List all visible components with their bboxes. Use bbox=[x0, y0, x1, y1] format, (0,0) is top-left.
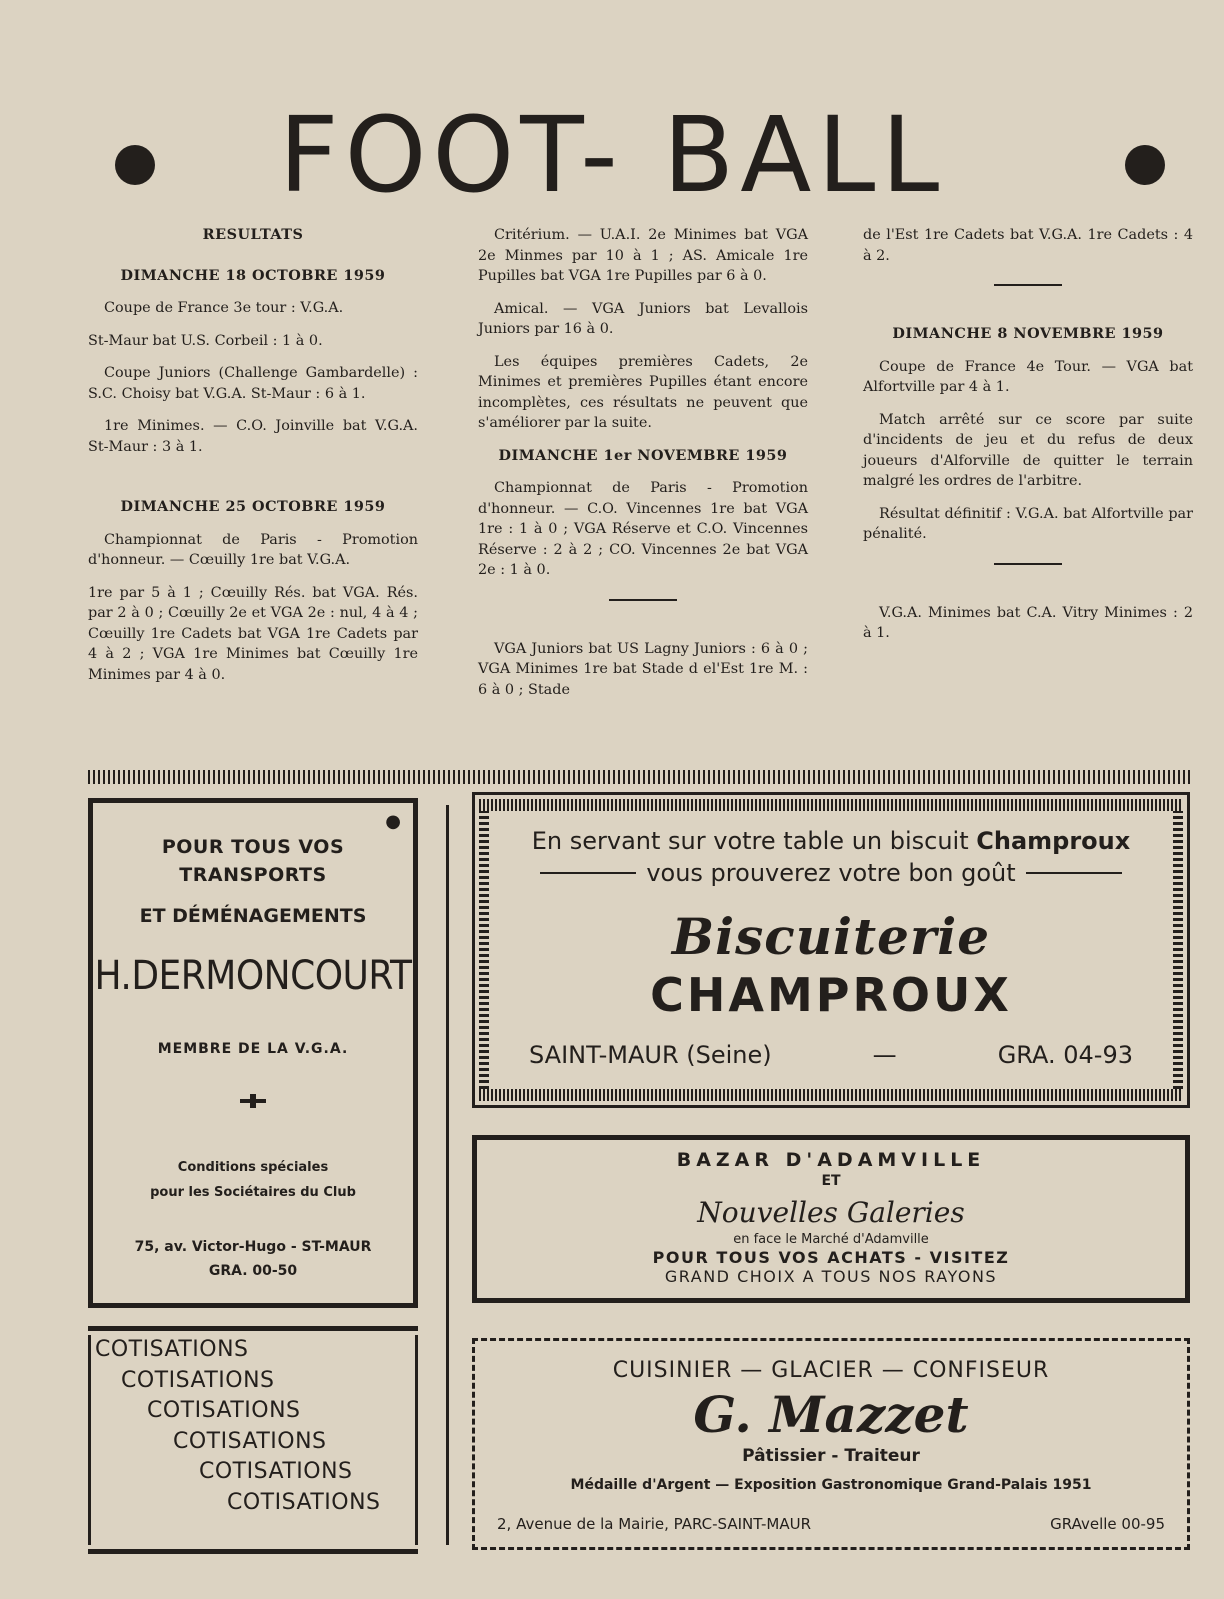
address bbox=[93, 1235, 413, 1283]
paragraph: Coupe de France 3e tour : V.G.A. bbox=[104, 300, 344, 316]
ad-cotisations bbox=[88, 1335, 418, 1545]
script-title: Biscuiterie bbox=[671, 907, 991, 966]
phone: GRA. 00-50 bbox=[208, 1263, 298, 1279]
date-heading: DIMANCHE 25 OCTOBRE 1959 bbox=[120, 498, 386, 515]
paragraph: 1re par 5 à 1 ; Cœuilly Rés. bat VGA. Rés. par 2 à 0 ; Cœuilly 2e et VGA 2e : nul, 4 à 4 ; Cœuilly 1re Cadets bat VGA 1re Cadets par 4 à 2 ; VGA 1re Minimes bat Cœuilly 1re Minimes par 4 à 0. bbox=[88, 584, 418, 683]
vertical-divider bbox=[446, 805, 449, 1545]
paragraph: 1re Minimes. — C.O. Joinville bat V.G.A. St-Maur : 3 à 1. bbox=[88, 418, 418, 455]
paragraph: Championnat de Paris - Promotion d'honneur. — Cœuilly 1re bat V.G.A. bbox=[88, 531, 418, 568]
ad-line: POUR TOUS VOS TRANSPORTS bbox=[161, 836, 345, 886]
ad-line: CUISINIER — GLACIER — CONFISEUR bbox=[612, 1358, 1050, 1383]
conditions bbox=[93, 1155, 413, 1205]
cotisation-line: COTISATIONS bbox=[199, 1459, 353, 1484]
phone: GRA. 04-93 bbox=[997, 1041, 1133, 1069]
paragraph: VGA Juniors bat US Lagny Juniors : 6 à 0 ; VGA Minimes 1re bat Stade d el'Est 1re M. : 6 à 0 ; Stade bbox=[478, 640, 808, 698]
divider bbox=[994, 563, 1062, 565]
brand-name: CHAMPROUX bbox=[650, 968, 1012, 1022]
paragraph: de l'Est 1re Cadets bat V.G.A. 1re Cadets : 4 à 2. bbox=[863, 227, 1193, 264]
ad-line: 75, av. Victor-Hugo - ST-MAUR bbox=[134, 1239, 372, 1255]
paragraph: Championnat de Paris - Promotion d'honneur. — C.O. Vincennes 1re bat VGA 1re : 1 à 0 ; VGA Réserve et C.O. Vincennes Réserve : 2 à 2 ; CO. Vincennes 2e bat VGA 2e : 1 à 0. bbox=[478, 480, 808, 578]
ad-mazzet bbox=[472, 1338, 1190, 1550]
emblem-icon: ● bbox=[385, 811, 401, 832]
ad-line: Conditions spéciales bbox=[177, 1160, 329, 1175]
city: SAINT-MAUR (Seine) bbox=[529, 1041, 772, 1069]
ad-bazar bbox=[472, 1135, 1190, 1303]
cotisation-line: COTISATIONS bbox=[121, 1367, 275, 1393]
ornament-icon bbox=[240, 1099, 266, 1103]
ad-line bbox=[475, 825, 1187, 857]
ad-line bbox=[475, 857, 1187, 889]
bullet-right-icon bbox=[1125, 145, 1165, 185]
script-title: Nouvelles Galeries bbox=[697, 1196, 965, 1229]
address: 2, Avenue de la Mairie, PARC-SAINT-MAUR bbox=[497, 1515, 812, 1533]
paragraph: Match arrêté sur ce score par suite d'incidents de jeu et du refus de deux joueurs d'Alforville de quitter le terrain malgré les ordres de l'arbitre. bbox=[863, 411, 1193, 489]
article-column-2 bbox=[478, 225, 808, 712]
ad-line: Pâtissier - Traiteur bbox=[742, 1446, 920, 1466]
paragraph: V.G.A. Minimes bat C.A. Vitry Minimes : 2 à 1. bbox=[863, 604, 1193, 641]
section-heading: RESULTATS bbox=[202, 226, 304, 243]
phone: GRAvelle 00-95 bbox=[1050, 1515, 1165, 1533]
ad-line: en face le Marché d'Adamville bbox=[733, 1232, 929, 1247]
ad-line: pour les Sociétaires du Club bbox=[150, 1185, 356, 1200]
ad-text: En servant sur votre table un biscuit bbox=[531, 827, 977, 855]
cotisation-line: COTISATIONS bbox=[95, 1337, 249, 1362]
article-column-1 bbox=[88, 225, 418, 697]
script-title: G. Mazzet bbox=[693, 1385, 969, 1444]
cotisation-line: COTISATIONS bbox=[147, 1398, 301, 1423]
ad-line: BAZAR D'ADAMVILLE bbox=[676, 1149, 986, 1171]
article-column-3 bbox=[863, 225, 1193, 656]
company-name: H.DERMONCOURT bbox=[94, 953, 412, 999]
paragraph: Résultat définitif : V.G.A. bat Alfortville par pénalité. bbox=[863, 505, 1193, 542]
divider bbox=[609, 599, 677, 601]
brand-inline: Champroux bbox=[976, 827, 1131, 855]
ad-line: MEMBRE DE LA V.G.A. bbox=[157, 1041, 349, 1057]
ad-champroux bbox=[472, 792, 1190, 1108]
date-heading: DIMANCHE 18 OCTOBRE 1959 bbox=[120, 266, 386, 284]
title-row bbox=[0, 95, 1224, 215]
ad-line: GRAND CHOIX A TOUS NOS RAYONS bbox=[664, 1267, 998, 1286]
page-title: FOOT- BALL bbox=[278, 94, 946, 216]
ad-line: Médaille d'Argent — Exposition Gastronomique Grand-Palais 1951 bbox=[570, 1477, 1092, 1493]
contact-row bbox=[529, 1041, 1133, 1069]
ad-dermoncourt bbox=[88, 798, 418, 1308]
ad-text: vous prouverez votre bon goût bbox=[646, 859, 1016, 887]
ad-line: POUR TOUS VOS ACHATS - VISITEZ bbox=[652, 1248, 1010, 1267]
ad-line: ET DÉMÉNAGEMENTS bbox=[139, 905, 367, 927]
contact-row bbox=[497, 1515, 1165, 1533]
date-heading: DIMANCHE 1er NOVEMBRE 1959 bbox=[498, 446, 788, 464]
tick-rule-divider bbox=[88, 770, 1190, 784]
cotisation-line: COTISATIONS bbox=[227, 1489, 381, 1515]
dash: — bbox=[872, 1041, 897, 1069]
ad-line: ET bbox=[821, 1173, 841, 1189]
paragraph: St-Maur bat U.S. Corbeil : 1 à 0. bbox=[88, 332, 323, 349]
paragraph: Critérium. — U.A.I. 2e Minimes bat VGA 2e Minmes par 10 à 1 ; AS. Amicale 1re Pupilles bat VGA 1re Pupilles par 6 à 0. bbox=[478, 227, 808, 284]
paragraph: Coupe Juniors (Challenge Gambardelle) : S.C. Choisy bat V.G.A. St-Maur : 6 à 1. bbox=[88, 365, 418, 402]
divider bbox=[994, 284, 1062, 286]
paragraph: Coupe de France 4e Tour. — VGA bat Alfortville par 4 à 1. bbox=[863, 358, 1193, 395]
paragraph: Amical. — VGA Juniors bat Levallois Juniors par 16 à 0. bbox=[478, 300, 808, 337]
paragraph: Les équipes premières Cadets, 2e Minimes et premières Pupilles étant encore incomplètes, ces résultats ne peuvent que s'améliorer par la suite. bbox=[478, 353, 808, 431]
date-heading: DIMANCHE 8 NOVEMBRE 1959 bbox=[892, 325, 1164, 342]
cotisation-line: COTISATIONS bbox=[173, 1428, 327, 1454]
